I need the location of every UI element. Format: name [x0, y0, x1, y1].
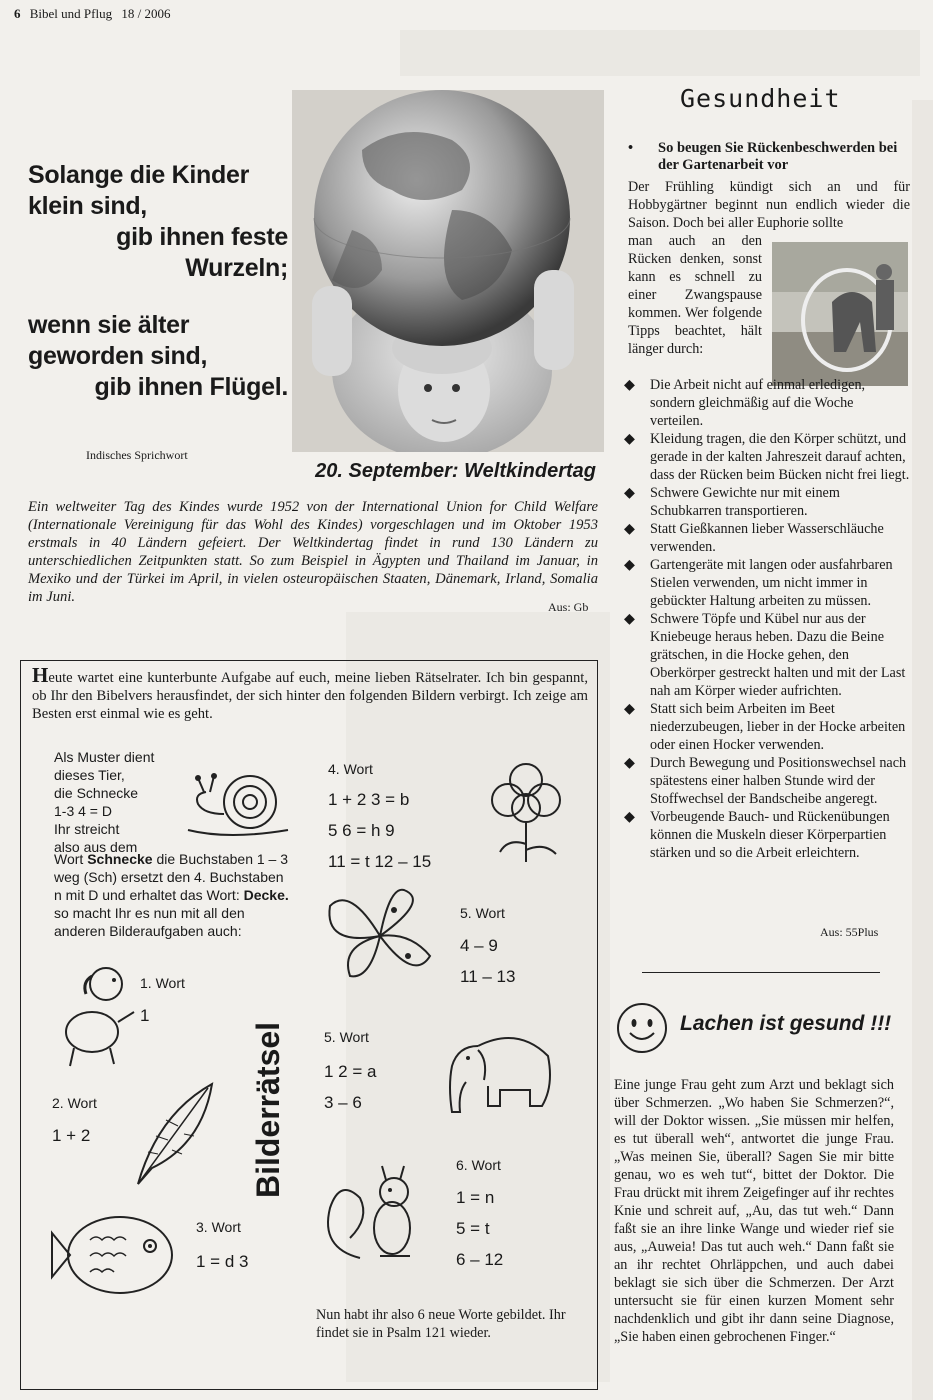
word5b-clue: 1 2 = a	[324, 1062, 377, 1081]
fish-drawing	[50, 1200, 180, 1315]
quote-line: Wurzeln;	[185, 254, 288, 282]
example-word: Schnecke	[87, 851, 153, 867]
weltkindertag-source: Aus: Gb	[548, 600, 589, 614]
word5b-clues	[324, 1056, 376, 1118]
quote-line: wenn sie älter	[28, 311, 190, 339]
flower-drawing	[486, 760, 566, 875]
example-line: 1-3 4 = D	[54, 803, 112, 819]
weltkindertag-title: 20. September: Weltkindertag	[315, 460, 596, 482]
quote-source: Indisches Sprichwort	[86, 448, 188, 462]
elephant-drawing	[438, 1026, 554, 1127]
bilderraetsel-title-area	[250, 948, 290, 1198]
lachen-title: Lachen ist gesund !!!	[680, 1012, 892, 1035]
word4-clue: 11 = t 12 – 15	[328, 852, 432, 871]
word4-clue: 1 + 2 3 = b	[328, 790, 410, 809]
tips-list	[624, 376, 910, 862]
quote-line: klein sind,	[28, 192, 147, 220]
word6-clue: 6 – 12	[456, 1250, 504, 1269]
example-line: also aus dem	[54, 839, 138, 855]
example-explanation	[54, 748, 194, 856]
diamond-bullet-icon: ◆	[624, 521, 635, 537]
article-source: Aus: 55Plus	[820, 925, 879, 939]
section-title-gesundheit: Gesundheit	[680, 84, 841, 113]
diamond-bullet-icon: ◆	[624, 431, 635, 447]
diamond-bullet-icon: ◆	[624, 377, 635, 393]
butterfly-drawing	[324, 886, 440, 991]
diamond-bullet-icon: ◆	[624, 485, 635, 501]
example-line: die Schnecke	[54, 785, 139, 801]
proverb-quote	[28, 160, 288, 403]
drop-cap: H	[32, 663, 49, 687]
joke-text: Eine junge Frau geht zum Arzt und beklagt sich über Schmerzen. „Wo haben Sie Schmerzen?“, will der Doktor wissen. „Sie müssen mir helfen, es tut überall weh“, antwortet die junge Frau. „Was meinen Sie, überall? Sagen Sie mir bitte genau, wo es weh tut“, bittet der Doktor. Die Frau drückt mit ihrem Zeigefinger auf ihr rechtes Knie und schreit auf, „Au, das tut weh.“ Dann faßt sie an ihre linke Wange und wieder rief sie aus, „Auweia! Das tut auch weh.“ Dann faßt sie an ihr rechtet Ohrläppchen, und auch dabei beklagt sie sich über die Schmerzen. Der Arzt untersucht sie für einen kurzen Moment sehr nachdenklich und gibt ihr dann seine Diagnose, „Sie haben einen gebrochenen Finger.“	[614, 1077, 894, 1345]
word4-clues	[328, 784, 431, 877]
tip-item: ◆ Durch Bewegung und Positionswechsel nach spätestens einer halben Stunde wird der Stoffwechsel der Bandscheibe angeregt.	[624, 755, 907, 807]
article-intro-continued: man auch an den Rücken denken, sonst kann es schnell zu einer Zwangspause kommen. Wer folgende Tipps beachtet, hält länger durch:	[628, 233, 762, 357]
divider-line	[642, 972, 880, 973]
quote-line: gib ihnen feste	[116, 223, 288, 251]
word4-clue: 5 6 = h 9	[328, 821, 395, 840]
tip-item: ◆ Schwere Gewichte nur mit einem Schubkarren transportieren.	[624, 485, 840, 519]
word5a-clue: 4 – 9	[460, 936, 498, 955]
word1-label: 1. Wort	[140, 975, 185, 991]
example-line: Als Muster dient dieses Tier,	[54, 749, 155, 783]
snail-drawing	[180, 770, 295, 845]
tip-item: ◆ Die Arbeit nicht auf einmal erledigen, sondern gleichmäßig auf die Woche verteilen.	[624, 377, 866, 429]
squirrel-drawing	[320, 1158, 430, 1273]
bleed-through	[400, 30, 920, 76]
issue-number: 18 / 2006	[121, 6, 171, 21]
diamond-bullet-icon: ◆	[624, 611, 635, 627]
word3-label: 3. Wort	[196, 1219, 241, 1235]
feather-drawing	[128, 1080, 218, 1195]
quote-line: gib ihnen Flügel.	[94, 373, 288, 401]
bullet-icon: •	[628, 140, 634, 156]
word5a-label: 5. Wort	[460, 905, 505, 921]
article-intro: Der Frühling kündigt sich an und für Hobbygärtner beginnt nun endlich wieder die Saison. Doch bei aller Euphorie sollte	[628, 179, 910, 231]
tip-item: ◆ Gartengeräte mit langen oder ausfahrbaren Stielen verwenden, um nicht immer in gebückter Haltung arbeiten zu müssen.	[624, 557, 893, 609]
heading-text: So beugen Sie Rückenbeschwerden bei der Gartenarbeit vor	[658, 140, 898, 173]
bilderraetsel-title: Bilderrätsel	[250, 1021, 286, 1198]
word4-label: 4. Wort	[328, 761, 373, 777]
smiley-icon	[616, 1002, 668, 1059]
weltkindertag-text: Ein weltweiter Tag des Kindes wurde 1952 von der International Union for Child Welfare (Internationale Vereinigung für das Wohl des Kindes) vorgeschlagen und im Oktober 1953 erstmals in 40 Ländern gefeiert. Der Weltkindertag findet in rund 130 Ländern zu unterschiedlichen Zeitpunkten statt. So zum Beispiel in Ägypten und Thailand im Januar, in Mexiko und der Türkei im April, in vielen osteuropäischen Staaten, Dänemark, Irland, Somalia im Juni.	[28, 499, 598, 605]
word6-clues	[456, 1182, 503, 1275]
word6-label: 6. Wort	[456, 1157, 501, 1173]
dog-drawing	[52, 962, 138, 1077]
diamond-bullet-icon: ◆	[624, 755, 635, 771]
diamond-bullet-icon: ◆	[624, 557, 635, 573]
word2-clue: 1 + 2	[52, 1126, 91, 1145]
word6-clue: 5 = t	[456, 1219, 490, 1238]
page-header	[14, 6, 170, 22]
quote-line: Solange die Kinder	[28, 161, 250, 189]
puzzle-intro-text: eute wartet eine kunterbunte Aufgabe auf euch, meine lieben Rätselrater. Ich bin gespannt, ob Ihr den Bibelvers herausfindet, der sich hinter den folgenden Bildern verbirgt. Ich zeige am Besten erst einmal wie es geht.	[32, 670, 588, 722]
word1-clue: 1	[140, 1006, 150, 1025]
puzzle-outro: Nun habt ihr also 6 neue Worte gebildet. Ihr findet sie in Psalm 121 wieder.	[316, 1307, 566, 1341]
example-explanation-continued: Wort Schnecke die Buchstaben 1 – 3 weg (Sch) ersetzt den 4. Buchstaben n mit D und erhaltet das Wort: Decke. so macht Ihr es nun mit all den anderen Bilderaufgaben auch:	[54, 851, 289, 939]
example-line: Ihr streicht	[54, 821, 120, 837]
publication-name: Bibel und Pflug	[29, 6, 113, 21]
child-globe-photo	[292, 90, 604, 452]
tip-item: ◆ Statt sich beim Arbeiten im Beet niederzubeugen, lieber in der Hocke arbeiten oder einen Hocker verwenden.	[624, 701, 906, 753]
tip-item: ◆ Schwere Töpfe und Kübel nur aus der Kniebeuge heraus heben. Dazu die Beine grätschen, in die Hocke gehen, den Oberkörper gestreckt halten und mit der Last nah am Körper wieder aufrichten.	[624, 611, 906, 699]
quote-line: geworden sind,	[28, 342, 208, 370]
word5b-label: 5. Wort	[324, 1029, 369, 1045]
word2-label: 2. Wort	[52, 1095, 97, 1111]
word5b-clue: 3 – 6	[324, 1093, 362, 1112]
tip-item: ◆ Statt Gießkannen lieber Wasserschläuche verwenden.	[624, 521, 884, 555]
word5a-clue: 11 – 13	[460, 967, 516, 986]
example-result: Decke.	[243, 887, 289, 903]
tip-item: ◆ Vorbeugende Bauch- und Rückenübungen können die Muskeln dieser Körperpartien stärken und so die Arbeit erleichtern.	[624, 809, 890, 861]
diamond-bullet-icon: ◆	[624, 701, 635, 717]
page-number: 6	[14, 6, 21, 21]
word6-clue: 1 = n	[456, 1188, 495, 1207]
word3-clue: 1 = d 3	[196, 1252, 249, 1271]
puzzle-intro	[32, 663, 588, 723]
tip-item: ◆ Kleidung tragen, die den Körper schützt, und gerade in der kalten Jahreszeit darauf achten, dass der Rücken beim Bücken nicht frei liegt.	[624, 431, 910, 483]
bleed-through	[912, 100, 933, 1400]
gardening-photo	[772, 242, 908, 386]
word5a-clues	[460, 930, 515, 992]
diamond-bullet-icon: ◆	[624, 809, 635, 825]
article-heading	[630, 140, 900, 174]
